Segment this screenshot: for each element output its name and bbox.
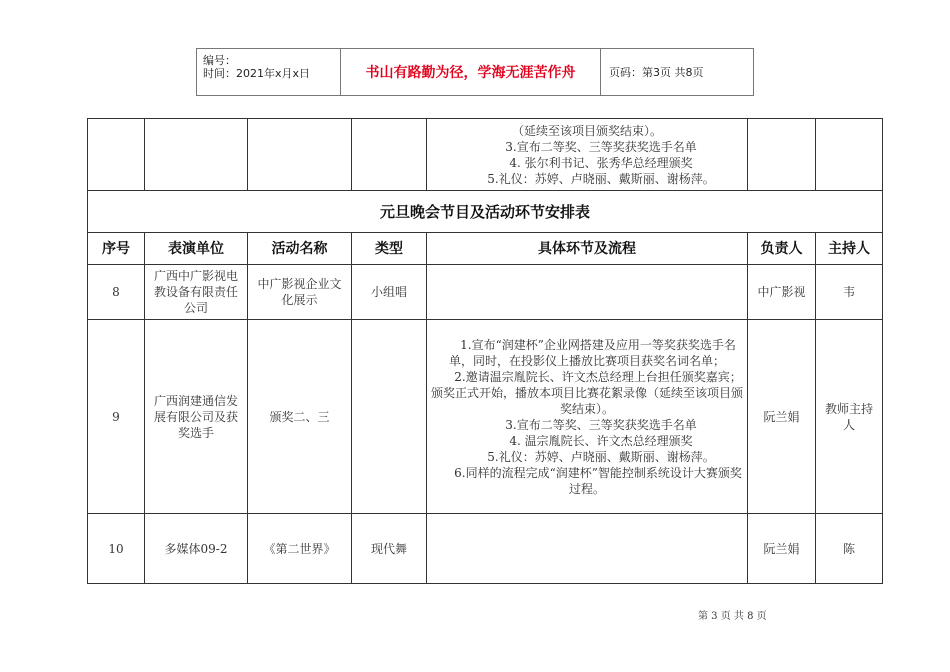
process-line: 3.宣布二等奖、三等奖获奖选手名单 — [505, 417, 697, 432]
continued-process-cell — [427, 119, 748, 191]
process-line: 6.同样的流程完成“润建杯”智能控制系统设计大赛颁奖过程。 — [454, 465, 742, 496]
process-line: 4. 温宗胤院长、许文杰总经理颁奖 — [509, 433, 693, 448]
continued-row — [88, 119, 883, 191]
activity-name: 颁奖二、三 — [248, 320, 352, 514]
row-number: 10 — [88, 514, 145, 584]
table-row — [88, 265, 883, 320]
performing-unit: 广西润建通信发展有限公司及获奖选手 — [145, 320, 248, 514]
column-header: 序号 — [88, 233, 145, 265]
table-title-row — [88, 191, 883, 233]
table-row — [88, 320, 883, 514]
header-meta-cell — [197, 49, 341, 95]
table-row — [88, 514, 883, 584]
column-header: 类型 — [352, 233, 427, 265]
time-label: 时间：2021年x月x日 — [203, 67, 311, 80]
performing-unit: 广西中广影视电教设备有限责任公司 — [145, 265, 248, 320]
activity-name: 中广影视企业文化展示 — [248, 265, 352, 320]
column-header: 表演单位 — [145, 233, 248, 265]
host: 韦 — [816, 265, 883, 320]
row-number: 9 — [88, 320, 145, 514]
host: 教师主持人 — [816, 320, 883, 514]
process-line: 5.礼仪：苏婷、卢晓丽、戴斯丽、谢杨萍。 — [487, 171, 715, 186]
process-line: 2.邀请温宗胤院长、许文杰总经理上台担任颁奖嘉宾；颁奖正式开始，播放本项目比赛花絮录像（延续至该项目颁奖结束）。 — [431, 369, 744, 416]
process-line: （延续至该项目颁奖结束）。 — [511, 123, 662, 138]
activity-type: 小组唱 — [352, 265, 427, 320]
host: 陈 — [816, 514, 883, 584]
motto: 书山有路勤为径，学海无涯苦作舟 — [341, 49, 601, 95]
process-line: 3.宣布二等奖、三等奖获奖选手名单 — [505, 139, 697, 154]
leader: 阮兰娟 — [748, 320, 816, 514]
process-line: 5.礼仪：苏婷、卢晓丽、戴斯丽、谢杨萍。 — [487, 449, 715, 464]
process-cell — [427, 320, 748, 514]
process-line: 4. 张尔利书记、张秀华总经理颁奖 — [509, 155, 693, 170]
activity-name: 《第二世界》 — [248, 514, 352, 584]
column-header: 主持人 — [816, 233, 883, 265]
row-number: 8 — [88, 265, 145, 320]
activity-type — [352, 320, 427, 514]
performing-unit: 多媒体09-2 — [145, 514, 248, 584]
column-header: 具体环节及流程 — [427, 233, 748, 265]
process-cell — [427, 514, 748, 584]
process-line: 1.宣布“润建杯”企业网搭建及应用一等奖获奖选手名单，同时，在投影仪上播放比赛项目获奖名词名单； — [448, 337, 736, 368]
page-footer: 第 3 页 共 8 页 — [698, 611, 767, 622]
table-header-row — [88, 233, 883, 265]
table-title: 元旦晚会节目及活动环节安排表 — [88, 191, 883, 233]
document-header — [196, 48, 754, 96]
schedule-table — [87, 118, 883, 584]
number-label: 编号： — [203, 54, 236, 67]
column-header: 活动名称 — [248, 233, 352, 265]
activity-type: 现代舞 — [352, 514, 427, 584]
leader: 阮兰娟 — [748, 514, 816, 584]
leader: 中广影视 — [748, 265, 816, 320]
process-cell — [427, 265, 748, 320]
column-header: 负责人 — [748, 233, 816, 265]
page-label: 页码：第3页 共8页 — [609, 66, 704, 79]
